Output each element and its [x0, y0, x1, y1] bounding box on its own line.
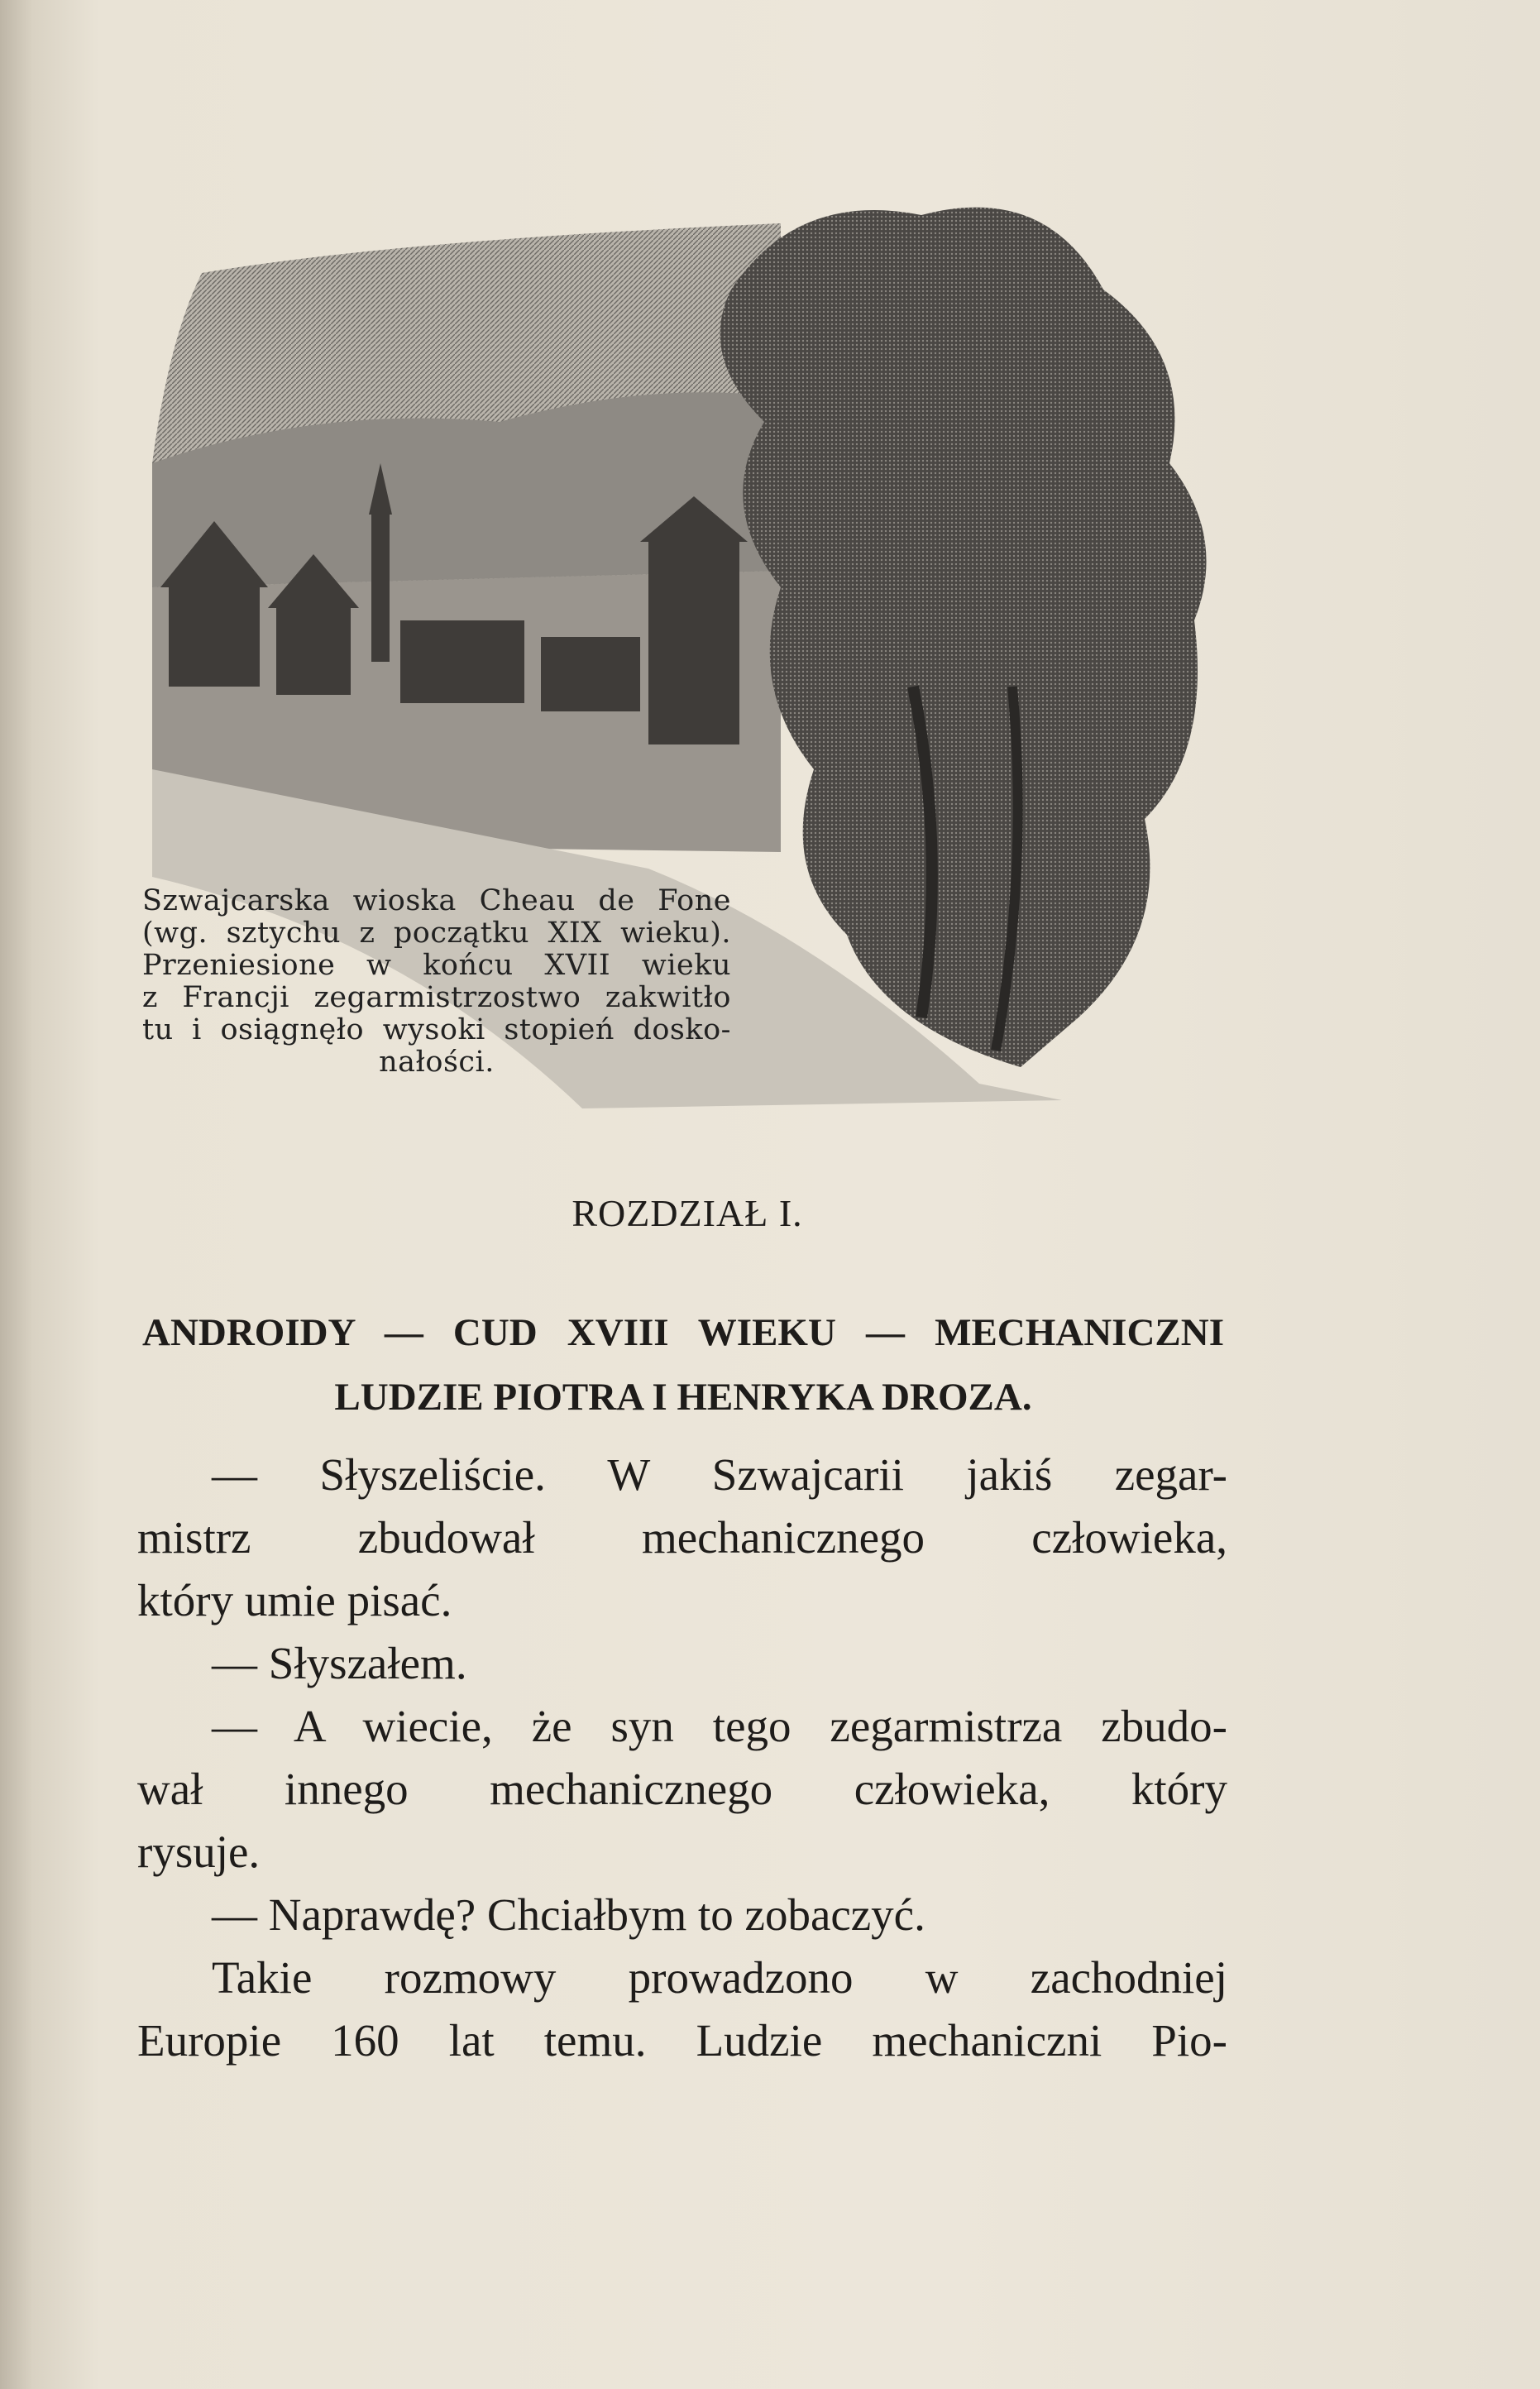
- body-line: Europie 160 lat temu. Ludzie mechaniczni Pio-: [137, 2015, 1227, 2066]
- chapter-number: ROZDZIAŁ I.: [572, 1192, 803, 1234]
- body-line: — A wiecie, że syn tego zegarmistrza zbudo-: [212, 1701, 1227, 1751]
- caption-line: nałości.: [379, 1046, 495, 1079]
- body-line: który umie pisać.: [137, 1575, 452, 1625]
- body-line: wał innego mechanicznego człowieka, który: [137, 1764, 1227, 1814]
- chapter-title-line: ANDROIDY — CUD XVIII WIEKU — MECHANICZNI: [142, 1311, 1224, 1354]
- illustration-caption: [142, 885, 731, 1079]
- caption-line: tu i osiągnęło wysoki stopień dosko-: [142, 1013, 731, 1046]
- caption-line: z Francji zegarmistrzostwo zakwitło: [142, 981, 731, 1014]
- body-line: Takie rozmowy prowadzono w zachodniej: [212, 1952, 1227, 2003]
- chapter-title: [142, 1300, 1224, 1429]
- caption-line: Przeniesione w końcu XVII wieku: [142, 949, 731, 982]
- body-line: rysuje.: [137, 1826, 261, 1877]
- body-text: [137, 1443, 1227, 2072]
- body-line: — Słyszałem.: [212, 1638, 467, 1688]
- body-line: mistrz zbudował mechanicznego człowieka,: [137, 1512, 1227, 1563]
- body-line: — Słyszeliście. W Szwajcarii jakiś zegar-: [212, 1449, 1227, 1500]
- body-line: — Naprawdę? Chciałbym to zobaczyć.: [212, 1889, 925, 1940]
- chapter-title-line: LUDZIE PIOTRA I HENRYKA DROZA.: [334, 1376, 1032, 1419]
- caption-line: (wg. sztychu z początku XIX wieku).: [142, 917, 731, 950]
- caption-line: Szwajcarska wioska Cheau de Fone: [142, 884, 731, 917]
